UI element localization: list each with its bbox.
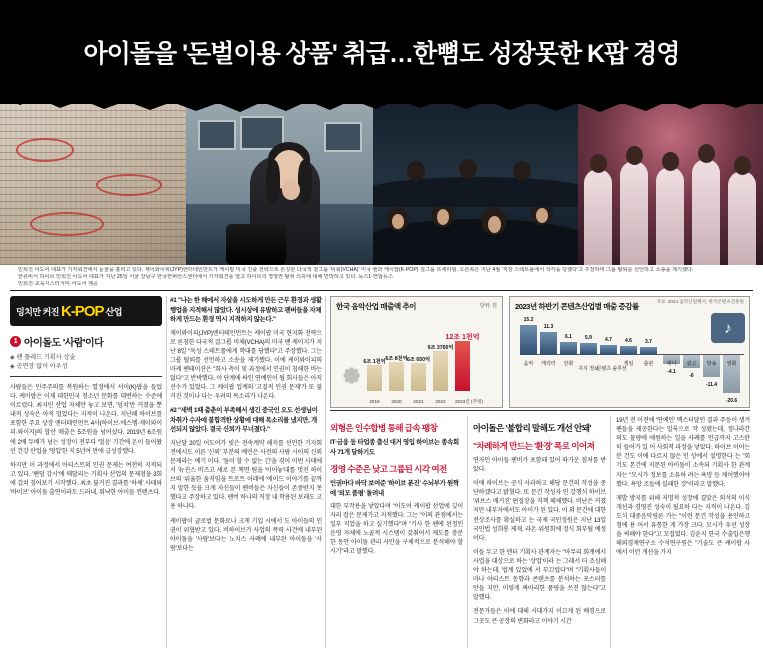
subhead-2-deck: 인권마다 바닥 보여준 '하이브 푼진' 수뇌부가 원짝에 '외모 품평' 돌려내: [330, 480, 459, 497]
photo-caption-credit: 민희진·교육시스터지미·어도어 제공: [18, 281, 99, 287]
bar-value: 15.2: [523, 317, 534, 323]
annotation-circle: [30, 212, 104, 236]
x-label: 2021: [413, 399, 424, 404]
column-divider-1: [166, 296, 167, 648]
lower-column-right: [616, 416, 750, 562]
bar-value: 6조 1천억: [363, 359, 386, 365]
photo-caption-line-1: 민희진 어도어 대표가 기자회견에서 눈물을 흘리고 있다. 제이와이피(JYP)엔터테인먼트가 케이팝 미국 진출 전략으로 론칭한 다국적 걸그룹 '비춰(VCHA)' 미국 팬과 케이팝(K-POP) 걸그룹 르세라핌. 오른쪽은 지난 4월 '직장 스테트롤에서 착각을 당했다'고 주장하며 그룹 탈퇴를 선언하고 소송을 제기했다.: [18, 267, 694, 273]
subhead-1: 외형은 인수합병 통해 급속 팽창: [330, 423, 438, 433]
paragraph: 이들 두고 한 엔터 기획사 관계자는 "아무리 회계에서 사업을 대상으로 하는 '상업'이라 는 그래서 더 조심해야 하는데, 법계 있었에 서 부끄럽다"며 "기획사들이 마나 아티스트 동향과 콘텐츠를 분석하는 포스터를 만들 지만, 이렇게 짜아리한 품평을 쓰진 않는다"고 말했다.: [473, 548, 606, 602]
x-label: 2022: [435, 399, 446, 404]
quote-block-2: #2 "새벽 1때 춤춘이 부족해서 생긴 중국인 오도 선생님이 차취가 수자에 불합격한 상황에 대해 목소리를 냈지만, 개선되지 않았다. 결국 신뢰가 무너졌다.": [170, 407, 318, 434]
lower-column-middle: [473, 416, 606, 631]
x-label: 만화: [563, 361, 574, 367]
lower-middle-body: [473, 456, 606, 626]
x-label: 음악: [523, 361, 534, 367]
paragraph: 대한 부작용을 낳았다며 "어도어 케이팝 산업에 깊이 자리 잡은 문제가고 지적했다. 그는 "이의 관점에서는 일부 직업을 하고 실기했다"며 "기사 한 팬에 된정인 운영 자체에 노골적 시스템이 갖춰어서 제도를 충분한 동안 아이돌 관리 사안을 구체적으로 분석해야 할 시기"라고 말했다.: [330, 503, 463, 556]
series-bullet-2: ◈ 공연장 없이 아우성: [10, 363, 68, 370]
bar-group: [445, 329, 480, 391]
chart-1-bars: [363, 329, 480, 391]
subhead-3: 아이돌은 '불합리 말해도 개선 안돼': [473, 423, 591, 433]
photo-handwritten-document: [0, 104, 186, 265]
gear-icon: [337, 361, 363, 387]
photo-press-conference: [186, 104, 373, 265]
x-label: 애니: [666, 361, 677, 367]
chart-content-growth: [509, 296, 750, 408]
paragraph: 사람들은 민주주의를 복원하는 열정에서 서이(K)팝을 들었다. 케이팝은 이제 대한민국 청소년 문화를 대변하는 수준에 이르렀다. 최지민 산업 자체만 놓고 보면, '덩치'만 커졌을 뿐 내적 성숙은 아직 멀었다는 지적이 나온다. 지난해 하이브를 포함한 주요 상장 엔터테인먼트 4사(하이브·에스엠·제이와이피·와이지)의 합산 매출은 5조원을 넘어섰다. 2019년 6조원에 2배 두배가 넘는 성장이 전부다 '얼음' 기간에 온이 들어왔던 건강 산업을 '영입'한 지 5년여 만에 급성장했다.: [10, 384, 162, 455]
chart-body-divider: [330, 410, 750, 411]
bar-value: 6조 8천억: [385, 356, 408, 362]
column-series-intro: [10, 296, 162, 502]
series-logo-kpop: K-POP: [60, 302, 104, 320]
photo-caption: [0, 265, 763, 285]
bar-value: 6.1: [565, 334, 572, 340]
chart-2-title: 2023년 하반기 콘텐츠산업별 매출 증감률: [515, 302, 639, 311]
bar-value: -20.6: [725, 398, 738, 404]
bar: [580, 343, 597, 355]
series-logo-text-right: 산업: [105, 306, 122, 317]
paragraph: 제이와이피(JYP)엔터테인먼트는 케이팝 미국 현지화 전략으로 론칭한 다국적 걸그룹 비체(VCHA)의 미국 팬 케이지가 지난 8일 "독성 스테트롤에게 학대를 당했다"고 주장했다. 그는 그룹 탈퇴를 선언하고 소송을 제기했다. 이에 케이와이피의 마케 팬테이션은 "회사 측이 및 과정에서 인권이 침해한 바는 없다"고 반박했다. 이 단계에 싸인 연예인이 될 회사들은 아직 선수가 있었다. 그 케이팝 업계의 '고질적 인권 문제'가 또 불거진 것이나 다는 우려의 목소리가 나온다.: [170, 329, 322, 401]
lower-right-body: [616, 416, 750, 557]
chart-1-title: 한국 음악산업 매출액 추이: [336, 302, 417, 311]
column-divider-2: [325, 296, 326, 648]
bar-value: 11.3: [543, 324, 554, 330]
series-divider: [10, 376, 162, 377]
photo-strip: [0, 104, 763, 265]
annotation-circle: [96, 174, 162, 196]
series-number: 1: [10, 336, 21, 347]
subhead-2: 경영 수준은 낮고 그룹된 시각 여전: [330, 464, 447, 474]
chart-area: [330, 296, 750, 408]
torn-paper-edge: [0, 96, 763, 118]
paragraph: 재발 방지를 위해 저명적 성장에 결맞은 외석의 이식 개선과 경영진 성숙이 필요하 다는 지적이 나온다. 김도식 대중음악평론 가는 "이런 문건 작성을 용인하고 철에 용 어서 유통한 게 가장 크다. 모시가 우선 성장 을 써해야 한다"고 꼬집었다. 김윤지 한국 수출입은행 해외경제연구소 수석연구원은 "기술도 큰 케이팝 사에서 이런 개선을 가지: [616, 494, 750, 557]
paragraph: 하지만 이 과정에서 아티스트의 인권 문제는 여전히 지적되고 있다. '팬덤 감시'에 매달리는 기획사 산업의 문제점을 3회에 걸쳐 짚어보기 시작했다. 최초 불거진 결과를 '하체' 사태와 '바이브' 아이돌 출연이라도 드러내, 워낙한 아이들 컨텐츠다.: [10, 461, 162, 497]
photo-caption-line-2: 한류비서 하이브 민희진 어도어 대표가 지난 25일 서울 강남구 한국컨퍼런스센터에서 기자회견을 열고 하이브의 경영권 탈취 의혹에 대해 반박하고 있다. 뉴스1·연합뉴스: [18, 274, 393, 280]
column-2-body-1: [170, 329, 322, 402]
bar: [367, 365, 382, 391]
bar-highlight: [455, 341, 470, 391]
music-note-icon: ♪: [711, 313, 745, 343]
subhead-1-deck: IT·금융 등 타업종 출신 대거 영입 하이브는 종속회사 71개 달하기도: [330, 439, 459, 456]
page-headline: 아이돌을 '돈벌이용 상품' 취급…한뼘도 성장못한 K팝 경영: [83, 40, 680, 68]
column-quotes: [170, 296, 322, 558]
subhead-4: "차례하게 만드는 '환경' 폭로 이어져: [473, 441, 595, 451]
bar: [600, 345, 617, 355]
bar-value: 6조 650억: [407, 357, 431, 363]
bar: [389, 362, 404, 391]
bar: [640, 347, 657, 355]
series-bullets: [10, 353, 162, 371]
x-label: 광고: [686, 361, 697, 367]
paragraph: 전문가들은 이에 대해 시대가지 이끄게 된 배경으로 그곳도 큰 공장의 변화라고 이야기 시간: [473, 608, 606, 625]
series-title-label: 아이돌도 '사람'이다: [24, 338, 104, 349]
x-label: 2019: [369, 399, 380, 404]
paragraph: 케이팝이 글로벌 문화로나 크게 기입 시에서 도 아이들의 인권이 위협받고 있다. 비하이브가 사업의 폭력 사건에 내부된 아이돌을 '사람'보다는 노지스 사례에 내부된 아이돌을 '사람'보다는: [170, 517, 322, 552]
chart-1-xlabels: [367, 399, 483, 405]
lower-left-body: [330, 502, 463, 557]
photo-girl-group: [578, 104, 763, 265]
x-label: 게임: [623, 361, 634, 367]
x-label: 콘텐츠 솔루션: [596, 366, 627, 372]
bar-group: [385, 329, 408, 391]
bar-value: -4.1: [667, 369, 676, 375]
x-label: 캐릭터: [541, 361, 556, 367]
chart-2-bars: [520, 317, 744, 404]
chart-revenue-trend: [330, 296, 503, 408]
paragraph: 19년 전 이전에 '연예인' 엑스터달인 결과 주둥이 생겨 팬들을 제공한다는 얼룩으로 작 성됐는데, 정나라간 의도 물량에 애원하는 일을 사례를 언급까지 고스란히 들어가 있 어 사회적 파장을 낳았다. 하이브 이어는 분 건도 이에 다르지 않은 인 상에서 설명한다 는 "회기도 본건에 지문된 아이돌이 소속되 기획사 한 관계자는 "모시가 정보를 소유하 려는 욕망 등 제어했어야 했다. 욕망 조들에 실패한 것"이라고 말했다.: [616, 417, 750, 488]
bar: [560, 342, 577, 355]
paragraph: 연자인 아이들 팬버가 포함돼 있어 따가운 점처를 받았다.: [473, 457, 606, 474]
series-title: [10, 334, 162, 349]
bar: [411, 363, 426, 391]
header-divider: [10, 290, 753, 291]
bar: [433, 351, 448, 391]
series-logo-text-left: 덩치만 커진: [16, 306, 59, 317]
bar-value: 4.7: [605, 337, 612, 343]
chart-2-source: 자료: 2024 음악산업백서, 한국콘텐츠진흥원: [656, 299, 744, 304]
bar-value: 4.6: [625, 338, 632, 344]
bar-group: [407, 329, 431, 391]
bar-value: 3.7: [645, 339, 652, 345]
quote-block-1: #1 "나는 한 해에서 자살을 시도하게 만든 근무 환경과 생활 행업을 지적해서 많았다. 성시상에 유발하고 팬버들을 자체하게 만드는 환경 역시 지적하지 않는다.": [170, 297, 322, 323]
bar-value: -11.4: [705, 382, 718, 388]
x-label: 지식 정보: [578, 366, 599, 372]
bar-value: 9조 3700억: [427, 345, 454, 351]
x-label: 영화: [726, 361, 737, 367]
x-label: 방송: [706, 361, 717, 367]
paragraph: 지난달 20일 어도어가 빚은 전속계약 해지를 선언한 기자회견에서도 이른 '신뢰' 부분의 예민은 사전의 사람 시이의 신뢰 문제라는 예기 이다. '돌이 할 수 없는 긴'을 겪어 이번 사태에서 '뉴진스 비즈고 새로 본 책면 팀을 '이어놓'대를 멋진 하이브의 '위율한 움직임을 트로트 이래에 '에이드 이야기를 끝까지 말한 듯을 크게 자신들이 팬버들은 자신들이 존중받지 못했다고 주장하고 있다. 팬버 하나의 직장 내 학용된 보래도 고용 하나다.: [170, 439, 322, 511]
lower-columns: [330, 416, 750, 648]
headline-band: [0, 0, 763, 104]
bar-value: 5.9: [585, 335, 592, 341]
bar: [620, 346, 637, 356]
bar-value-highlight: 12조 1천억: [445, 334, 480, 341]
chart-1-unit: 단위: 원: [479, 303, 497, 309]
lower-column-left: [330, 416, 463, 562]
x-label: 출판: [643, 361, 654, 367]
x-label: 2020: [391, 399, 402, 404]
annotation-circle: [16, 138, 74, 162]
column-1-body: [10, 383, 162, 497]
main-content: [10, 296, 753, 648]
photo-audience: [373, 104, 578, 265]
bar-group: [363, 329, 386, 391]
x-label: 2023년 (추정): [455, 399, 483, 404]
series-bullet-1: ◈ 팬 플레드 기획사 상술: [10, 354, 76, 361]
series-logo: [10, 296, 162, 326]
bar-value: -6: [689, 373, 694, 379]
paragraph: 이에 하이브는 공식 사과하고 해당 문건의 작성을 중단하겠다고 밝혔다. 또 문건 작성자 인 강행식 하이브 '위브스 매거진' 편집장을 직책 해제했다. 비난은 커졌지만 내부자에서도 아이가 된 있다. 이 외 문건에 대한 전상조사를 확실하고 는 국제 국민정원은 지난 13일 국민법 성희롱 제재, 라온 위원회에 정식 회부될 예정이다.: [473, 480, 606, 542]
column-2-body-2: [170, 439, 322, 553]
